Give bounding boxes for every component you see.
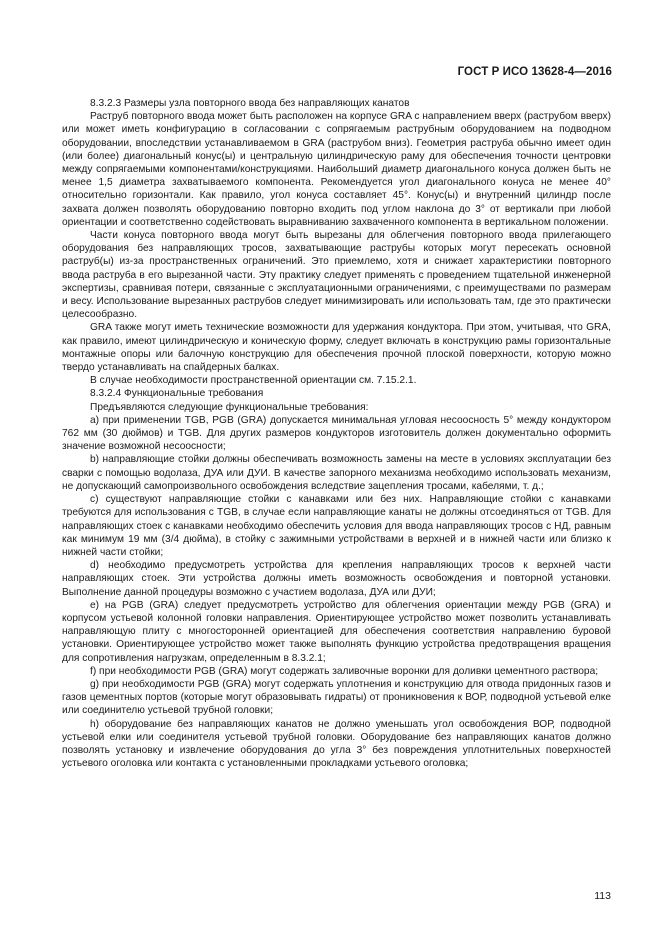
subsection-heading: 8.3.2.3 Размеры узла повторного ввода без направляющих канатов — [90, 98, 410, 109]
list-item: h) оборудование без направляющих канатов не должно уменьшать угол освобождения ВОР, подводной устьевой елки или соединителя устьевой трубной головки. Оборудование без направляющих канатов должно позволять установку и извлечение оборудования до угла 3° без повреждения уплотнительных поверхностей устьевого оголовка или контакта с установленными прокладками устьевого оголовка; — [62, 718, 611, 770]
page-number: 113 — [594, 890, 611, 902]
list-item: e) на PGB (GRA) следует предусмотреть устройство для облегчения ориентации между PGB (GRA) и корпусом устьевой колонной головки направления. Ориентирующее устройство может позволить устанавливать направляющую плиту с многосторонней ориентацией для обеспечения соответствия направлению буровой установки. Ориентирующее устройство может также выполнять функцию устройства предотвращения вращения для сопротивления нагрузкам, определенным в 8.3.2.1; — [62, 599, 611, 664]
list-item: a) при применении TGB, PGB (GRA) допускается минимальная угловая несоосность 5° между кондуктором 762 мм (30 дюймов) и TGB. Для других размеров кондукторов изготовитель должен документально оформить значение возможной несоосности; — [62, 414, 611, 453]
list-item: b) направляющие стойки должны обеспечивать возможность замены на месте в условиях эксплуатации без сварки с помощью водолаза, ДУА или ДУИ. В качестве запорного механизма необходимо использовать механизм, не допускающий самопроизвольного освобождения вследствие зацепления тросами, кабелями, т. д.; — [62, 454, 611, 492]
paragraph: Части конуса повторного ввода могут быть вырезаны для облегчения повторного ввода прилегающего оборудования без направляющих тросов, захватывающие раструбы которых могут пересекать основной раструб(ы) из-за пространственных ограничений. Это приемлемо, хотя и снижает характеристики повторного ввода раструба в его вырезанной части. Эту практику следует применять с проведением тщательной инженерной экспертизы, сравнивая потери, связанные с эксплуатационными ограничениями, с преимуществами по размерам и весу. Использование вырезанных раструбов следует минимизировать или использовать там, где это практически целесообразно. — [62, 230, 611, 321]
paragraph: Предъявляются следующие функциональные требования: — [90, 401, 369, 413]
document-body — [62, 97, 611, 770]
list-item: f) при необходимости PGB (GRA) могут содержать заливочные воронки для доливки цементного раствора; — [90, 665, 599, 677]
list-item: d) необходимо предусмотреть устройства для крепления направляющих тросов к верхней части направляющих стоек. Эти устройства должны иметь возможность освобождения и повторной установки. Выполнение данной процедуры возможно с участием водолаза, ДУА или ДУИ; — [62, 560, 611, 598]
list-item: c) существуют направляющие стойки с канавками или без них. Направляющие стойки с канавками требуются для использования с TGB, в случае если направляющие канаты не должны отсоединяться от TGB. Для направляющих стоек с канавками необходимо обеспечить условия для ввода направляющих тросов с НД, равным как минимум 19 мм (3/4 дюйма), в стойку с зажимными устройствами в верхней и в нижней части или близко к нижней части стойки; — [62, 494, 611, 558]
paragraph: В случае необходимости пространственной ориентации см. 7.15.2.1. — [90, 375, 417, 387]
subsection-heading: 8.3.2.4 Функциональные требования — [90, 388, 264, 400]
paragraph: GRA также могут иметь технические возможности для удержания кондуктора. При этом, учитывая, что GRA, как правило, имеют цилиндрическую и коническую форму, следует включать в конструкцию рамы горизонтальные монтажные опоры или балочную конструкцию для обеспечения прочной плоской поверхности, которую можно твердо устанавливать на спайдерных балках. — [62, 322, 611, 374]
list-item: g) при необходимости PGB (GRA) могут содержать уплотнения и конструкцию для отвода придонных газов и газов цементных портов (которые могут образовывать гидраты) от проникновения к ВОР, подводной устьевой елке или соединителю устьевой трубной головки; — [62, 678, 611, 717]
document-header: ГОСТ Р ИСО 13628-4—2016 — [457, 66, 612, 78]
paragraph: Раструб повторного ввода может быть расположен на корпусе GRA с направлением вверх (раструбом вверх) или может иметь конфигурацию в согласовании с сопрягаемым раструбным оборудованием на подводном оборудовании, впоследствии устанавливаемом в GRA (раструбом вниз). Геометрия раструба обычно имеет один (или более) диагональный конус(ы) и центральную цилиндрическую раму для обеспечения точности центровки между сопрягаемыми компонентами/конструкциями. Наибольший диаметр диагонального конуса должен быть не менее 1,5 диаметра захватываемого компонента. Рекомендуется угол диагонального конуса не менее 40° относительно горизонтали. Как правило, угол конуса составляет 45°. Конус(ы) и внутренний цилиндр после захвата должен позволять оборудованию повторно входить под углом наклона до 3° от вертикали при любой ориентации и соответственно содействовать выравниванию захваченного компонента в вертикальном положении. — [62, 111, 611, 228]
